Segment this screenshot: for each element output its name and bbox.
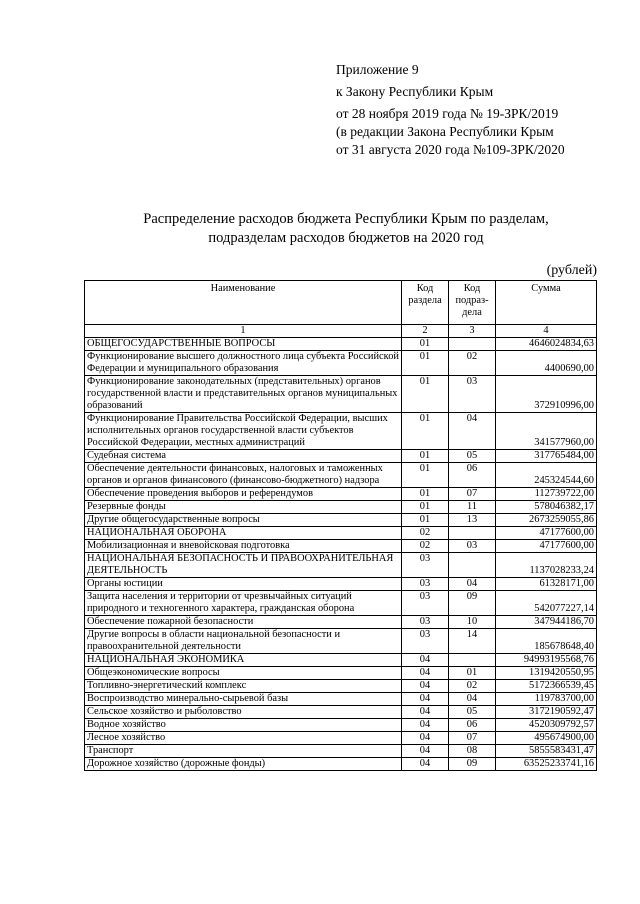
- row-subsection-code: 09: [449, 758, 496, 771]
- row-section-code: 04: [402, 693, 449, 706]
- row-amount: 47177600,00: [496, 540, 597, 553]
- colnum-2: 2: [402, 325, 449, 338]
- table-row: [85, 654, 597, 667]
- row-amount: 4400690,00: [496, 351, 597, 376]
- table-row: [85, 719, 597, 732]
- row-name: НАЦИОНАЛЬНАЯ ЭКОНОМИКА: [85, 654, 402, 667]
- table-row: [85, 578, 597, 591]
- table-row: [85, 680, 597, 693]
- row-name: НАЦИОНАЛЬНАЯ ОБОРОНА: [85, 527, 402, 540]
- row-amount: 63525233741,16: [496, 758, 597, 771]
- table-row: [85, 527, 597, 540]
- table-row: [85, 693, 597, 706]
- header-amount: Сумма: [496, 281, 597, 325]
- table-row: [85, 413, 597, 450]
- row-amount: 185678648,40: [496, 629, 597, 654]
- row-amount: 1319420550,95: [496, 667, 597, 680]
- table-row: [85, 732, 597, 745]
- row-amount: 112739722,00: [496, 488, 597, 501]
- column-numbers-row: [85, 325, 597, 338]
- row-section-code: 01: [402, 514, 449, 527]
- row-name: Защита населения и территории от чрезвычайных ситуаций природного и техногенного характера, гражданская оборона: [85, 591, 402, 616]
- row-name: Резервные фонды: [85, 501, 402, 514]
- row-name: Функционирование законодательных (представительных) органов государственной власти и представительных органов муниципальных образований: [85, 376, 402, 413]
- row-amount: 5172366539,45: [496, 680, 597, 693]
- row-section-code: 01: [402, 376, 449, 413]
- row-subsection-code: [449, 553, 496, 578]
- row-subsection-code: 11: [449, 501, 496, 514]
- row-amount: 347944186,70: [496, 616, 597, 629]
- row-subsection-code: 02: [449, 680, 496, 693]
- table-row: [85, 514, 597, 527]
- row-section-code: 01: [402, 450, 449, 463]
- title-line-1: Распределение расходов бюджета Республики Крым по разделам,: [143, 211, 549, 227]
- row-name: НАЦИОНАЛЬНАЯ БЕЗОПАСНОСТЬ И ПРАВООХРАНИТЕЛЬНАЯ ДЕЯТЕЛЬНОСТЬ: [85, 553, 402, 578]
- row-name: Другие общегосударственные вопросы: [85, 514, 402, 527]
- row-name: Другие вопросы в области национальной безопасности и правоохранительной деятельности: [85, 629, 402, 654]
- row-name: Дорожное хозяйство (дорожные фонды): [85, 758, 402, 771]
- row-name: Функционирование Правительства Российской Федерации, высших исполнительных органов государственной власти субъектов Российской Федерации, местных администраций: [85, 413, 402, 450]
- row-section-code: 01: [402, 501, 449, 514]
- row-subsection-code: 03: [449, 376, 496, 413]
- table-row: [85, 351, 597, 376]
- row-section-code: 04: [402, 680, 449, 693]
- table-row: [85, 616, 597, 629]
- row-amount: 372910996,00: [496, 376, 597, 413]
- row-subsection-code: 01: [449, 667, 496, 680]
- row-section-code: 02: [402, 540, 449, 553]
- row-section-code: 03: [402, 578, 449, 591]
- row-section-code: 01: [402, 413, 449, 450]
- budget-table: [84, 280, 597, 771]
- appendix-edition: (в редакции Закона Республики Крым: [336, 124, 554, 139]
- header-name: Наименование: [85, 281, 402, 325]
- table-row: [85, 501, 597, 514]
- row-subsection-code: 03: [449, 540, 496, 553]
- row-name: Общеэкономические вопросы: [85, 667, 402, 680]
- row-section-code: 03: [402, 629, 449, 654]
- row-amount: 4520309792,57: [496, 719, 597, 732]
- row-subsection-code: 04: [449, 413, 496, 450]
- row-section-code: 01: [402, 351, 449, 376]
- unit-label: (рублей): [546, 263, 597, 278]
- appendix-number: Приложение 9: [336, 62, 419, 77]
- appendix-edition-date: от 31 августа 2020 года №109-ЗРК/2020: [336, 142, 565, 157]
- row-amount: 5855583431,47: [496, 745, 597, 758]
- header-subsection-code: Код подраз-дела: [449, 281, 496, 325]
- row-subsection-code: 02: [449, 351, 496, 376]
- table-row: [85, 758, 597, 771]
- row-name: Обеспечение пожарной безопасности: [85, 616, 402, 629]
- row-name: Органы юстиции: [85, 578, 402, 591]
- row-amount: 119783700,00: [496, 693, 597, 706]
- row-amount: 495674900,00: [496, 732, 597, 745]
- row-name: Водное хозяйство: [85, 719, 402, 732]
- row-section-code: 02: [402, 527, 449, 540]
- row-section-code: 03: [402, 591, 449, 616]
- row-name: Мобилизационная и вневойсковая подготовка: [85, 540, 402, 553]
- document-title: [96, 210, 596, 248]
- appendix-block: [336, 60, 626, 158]
- row-name: ОБЩЕГОСУДАРСТВЕННЫЕ ВОПРОСЫ: [85, 338, 402, 351]
- row-name: Судебная система: [85, 450, 402, 463]
- row-amount: 317765484,00: [496, 450, 597, 463]
- row-section-code: 03: [402, 616, 449, 629]
- row-subsection-code: 10: [449, 616, 496, 629]
- appendix-law: к Закону Республики Крым: [336, 84, 494, 99]
- row-amount: 47177600,00: [496, 527, 597, 540]
- row-section-code: 01: [402, 338, 449, 351]
- row-amount: 3172190592,47: [496, 706, 597, 719]
- row-section-code: 04: [402, 667, 449, 680]
- row-subsection-code: 08: [449, 745, 496, 758]
- row-amount: 542077227,14: [496, 591, 597, 616]
- row-subsection-code: 14: [449, 629, 496, 654]
- row-amount: 94993195568,76: [496, 654, 597, 667]
- row-section-code: 04: [402, 706, 449, 719]
- appendix-date: от 28 ноября 2019 года № 19-ЗРК/2019: [336, 106, 559, 121]
- colnum-1: 1: [85, 325, 402, 338]
- row-amount: 341577960,00: [496, 413, 597, 450]
- row-section-code: 03: [402, 553, 449, 578]
- row-subsection-code: 04: [449, 578, 496, 591]
- row-subsection-code: 09: [449, 591, 496, 616]
- row-section-code: 04: [402, 745, 449, 758]
- table-row: [85, 488, 597, 501]
- row-name: Функционирование высшего должностного лица субъекта Российской Федерации и муниципального образования: [85, 351, 402, 376]
- table-row: [85, 667, 597, 680]
- table-row: [85, 745, 597, 758]
- table-row: [85, 376, 597, 413]
- row-name: Лесное хозяйство: [85, 732, 402, 745]
- row-subsection-code: [449, 654, 496, 667]
- row-name: Транспорт: [85, 745, 402, 758]
- row-section-code: 04: [402, 654, 449, 667]
- row-subsection-code: 05: [449, 706, 496, 719]
- row-name: Воспроизводство минерально-сырьевой базы: [85, 693, 402, 706]
- row-name: Сельское хозяйство и рыболовство: [85, 706, 402, 719]
- row-section-code: 04: [402, 758, 449, 771]
- row-subsection-code: 13: [449, 514, 496, 527]
- table-row: [85, 463, 597, 488]
- row-subsection-code: [449, 338, 496, 351]
- table-row: [85, 629, 597, 654]
- row-subsection-code: 07: [449, 732, 496, 745]
- row-subsection-code: 04: [449, 693, 496, 706]
- row-section-code: 04: [402, 719, 449, 732]
- row-section-code: 01: [402, 463, 449, 488]
- table-row: [85, 591, 597, 616]
- row-section-code: 04: [402, 732, 449, 745]
- row-amount: 61328171,00: [496, 578, 597, 591]
- row-section-code: 01: [402, 488, 449, 501]
- row-subsection-code: 06: [449, 719, 496, 732]
- table-row: [85, 338, 597, 351]
- row-amount: 578046382,17: [496, 501, 597, 514]
- row-amount: 1137028233,24: [496, 553, 597, 578]
- row-amount: 4646024834,63: [496, 338, 597, 351]
- header-section-code: Код раздела: [402, 281, 449, 325]
- row-subsection-code: 07: [449, 488, 496, 501]
- row-subsection-code: 05: [449, 450, 496, 463]
- row-amount: 2673259055,86: [496, 514, 597, 527]
- table-row: [85, 540, 597, 553]
- row-subsection-code: 06: [449, 463, 496, 488]
- colnum-3: 3: [449, 325, 496, 338]
- row-subsection-code: [449, 527, 496, 540]
- table-row: [85, 706, 597, 719]
- row-amount: 245324544,60: [496, 463, 597, 488]
- table-row: [85, 450, 597, 463]
- row-name: Обеспечение деятельности финансовых, налоговых и таможенных органов и органов финансового (финансово-бюджетного) надзора: [85, 463, 402, 488]
- row-name: Топливно-энергетический комплекс: [85, 680, 402, 693]
- table-row: [85, 553, 597, 578]
- row-name: Обеспечение проведения выборов и референдумов: [85, 488, 402, 501]
- colnum-4: 4: [496, 325, 597, 338]
- title-line-2: подразделам расходов бюджетов на 2020 год: [208, 230, 484, 246]
